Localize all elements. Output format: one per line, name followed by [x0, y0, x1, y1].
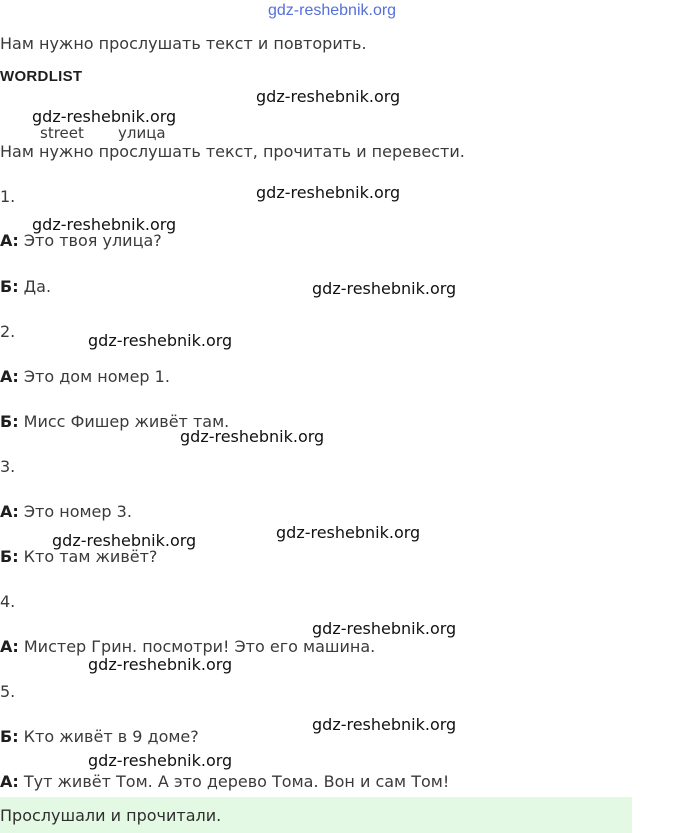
dialogue-line	[0, 727, 199, 747]
line-text: Мистер Грин. посмотри! Это его машина.	[18, 637, 376, 656]
watermark: gdz-reshebnik.org	[88, 655, 233, 674]
dialogue-number: 4.	[0, 592, 16, 611]
line-text: Кто там живёт?	[18, 547, 158, 566]
speaker-label: А:	[0, 231, 19, 250]
speaker-label: Б:	[0, 547, 19, 566]
line-text: Это дом номер 1.	[18, 367, 170, 386]
watermark: gdz-reshebnik.org	[276, 523, 421, 542]
speaker-label: А:	[0, 637, 19, 656]
line-text: Тут живёт Том. А это дерево Тома. Вон и сам Том!	[18, 772, 450, 791]
watermark: gdz-reshebnik.org	[52, 531, 197, 550]
wordlist-heading: WORDLIST	[0, 68, 83, 85]
watermark: gdz-reshebnik.org	[312, 715, 457, 734]
speaker-label: Б:	[0, 412, 19, 431]
task-text: Нам нужно прослушать текст, прочитать и перевести.	[0, 142, 465, 161]
speaker-label: А:	[0, 367, 19, 386]
dialogue-number: 1.	[0, 187, 16, 206]
dialogue-number: 5.	[0, 682, 16, 701]
dialogue-number: 3.	[0, 457, 16, 476]
line-text: Это номер 3.	[18, 502, 132, 521]
watermark: gdz-reshebnik.org	[312, 619, 457, 638]
wordlist-word: street	[40, 124, 84, 142]
dialogue-line	[0, 367, 170, 387]
result-note-text: Прослушали и прочитали.	[0, 806, 222, 825]
watermark: gdz-reshebnik.org	[88, 751, 233, 770]
dialogue-line	[0, 502, 132, 522]
watermark: gdz-reshebnik.org	[312, 279, 457, 298]
dialogue-line	[0, 547, 157, 567]
watermark: gdz-reshebnik.org	[180, 427, 325, 446]
dialogue-line	[0, 231, 162, 251]
speaker-label: А:	[0, 502, 19, 521]
watermark: gdz-reshebnik.org	[32, 215, 177, 234]
result-note	[0, 797, 632, 833]
wordlist-translation: улица	[118, 124, 166, 142]
watermark: gdz-reshebnik.org	[256, 183, 401, 202]
line-text: Мисс Фишер живёт там.	[18, 412, 230, 431]
line-text: Это твоя улица?	[18, 231, 162, 250]
line-text: Да.	[18, 277, 52, 296]
dialogue-line	[0, 637, 375, 657]
speaker-label: А:	[0, 772, 19, 791]
dialogue-line	[0, 772, 449, 792]
site-watermark-header: gdz-reshebnik.org	[268, 2, 397, 19]
line-text: Кто живёт в 9 доме?	[18, 727, 199, 746]
watermark: gdz-reshebnik.org	[256, 87, 401, 106]
dialogue-number: 2.	[0, 322, 16, 341]
watermark: gdz-reshebnik.org	[88, 331, 233, 350]
intro-text: Нам нужно прослушать текст и повторить.	[0, 34, 367, 53]
speaker-label: Б:	[0, 277, 19, 296]
watermark: gdz-reshebnik.org	[32, 107, 177, 126]
speaker-label: Б:	[0, 727, 19, 746]
dialogue-line	[0, 277, 51, 297]
